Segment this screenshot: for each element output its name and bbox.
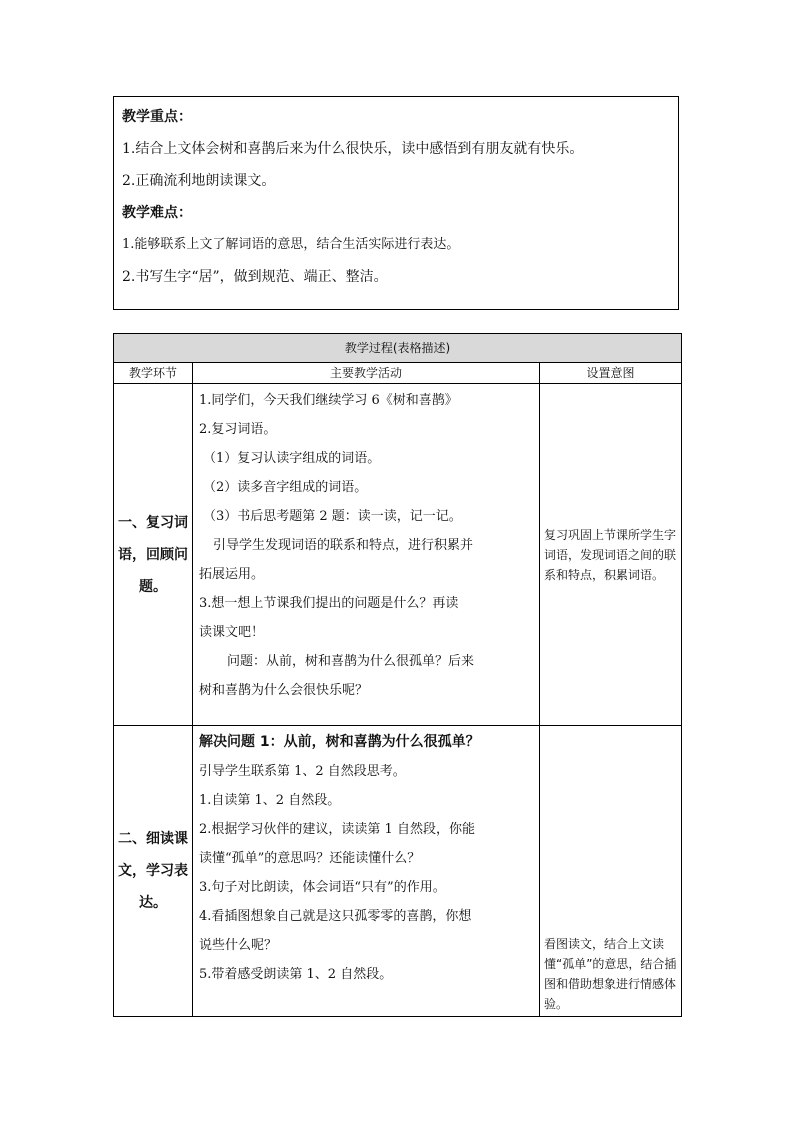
intent-cell: 复习巩固上节课所学生字词语，发现词语之间的联系和特点，积累词语。	[540, 384, 682, 726]
table-row	[114, 726, 682, 1017]
intent-cell: 看图读文，结合上文读懂“孤单”的意思，结合插图和借助想象进行情感体验。	[540, 726, 682, 1017]
activity-line: （3）书后思考题第 2 题：读一读，记一记。	[203, 509, 462, 524]
header-activities: 主要教学活动	[193, 363, 540, 384]
activity-line: 读课文吧！	[199, 625, 265, 640]
activity-line: 2.复习词语。	[199, 422, 277, 437]
difficulty-heading: 教学难点：	[122, 205, 192, 221]
table-header-row	[114, 363, 682, 384]
activity-line: 树和喜鹊为什么会很快乐呢？	[199, 683, 369, 698]
stage-cell: 二、细读课文，学习表达。	[114, 726, 193, 1017]
process-table	[113, 333, 682, 1017]
activity-line: （1）复习认读字组成的词语。	[203, 451, 381, 466]
activity-line: 1.自读第 1、2 自然段。	[199, 793, 341, 808]
stage-cell: 一、复习词语，回顾问题。	[114, 384, 193, 726]
activity-line: 2.根据学习伙伴的建议，读读第 1 自然段，你能	[199, 822, 475, 837]
activity-line: 4.看插图想象自己就是这只孤零零的喜鹊，你想	[199, 909, 472, 924]
activity-line: 引导学生发现词语的联系和特点，进行积累并	[213, 538, 474, 553]
activity-line: 读懂“孤单”的意思吗？还能读懂什么？	[199, 851, 421, 866]
activity-line: 3.想一想上节课我们提出的问题是什么？再读	[199, 596, 459, 611]
activity-line: 问题：从前，树和喜鹊为什么很孤单？后来	[227, 654, 475, 669]
key-points-box	[113, 96, 679, 310]
activity-line: （2）读多音字组成的词语。	[203, 480, 368, 495]
focus-heading: 教学重点：	[122, 109, 192, 125]
activities-cell	[193, 384, 540, 726]
activity-line: 解决问题 1：从前，树和喜鹊为什么很孤单？	[199, 734, 480, 750]
activities-cell	[193, 726, 540, 1017]
focus-item: 2.正确流利地朗读课文。	[122, 173, 276, 189]
activity-line: 3.句子对比朗读，体会词语“只有”的作用。	[199, 880, 446, 895]
difficulty-item: 2.书写生字“居”，做到规范、端正、整洁。	[122, 269, 388, 285]
difficulty-item: 1.能够联系上文了解词语的意思，结合生活实际进行表达。	[122, 237, 460, 252]
activity-line: 拓展运用。	[199, 567, 265, 582]
table-row	[114, 384, 682, 726]
focus-item: 1.结合上文体会树和喜鹊后来为什么很快乐，读中感悟到有朋友就有快乐。	[122, 141, 584, 157]
activity-line: 5.带着感受朗读第 1、2 自然段。	[199, 967, 393, 982]
activity-line: 1.同学们，今天我们继续学习 6《树和喜鹊》	[199, 393, 458, 408]
activity-line: 说些什么呢？	[199, 938, 278, 953]
activity-line: 引导学生联系第 1、2 自然段思考。	[199, 764, 406, 779]
header-stage: 教学环节	[114, 363, 193, 384]
table-caption: 教学过程(表格描述)	[114, 334, 682, 363]
header-intent: 设置意图	[540, 363, 682, 384]
